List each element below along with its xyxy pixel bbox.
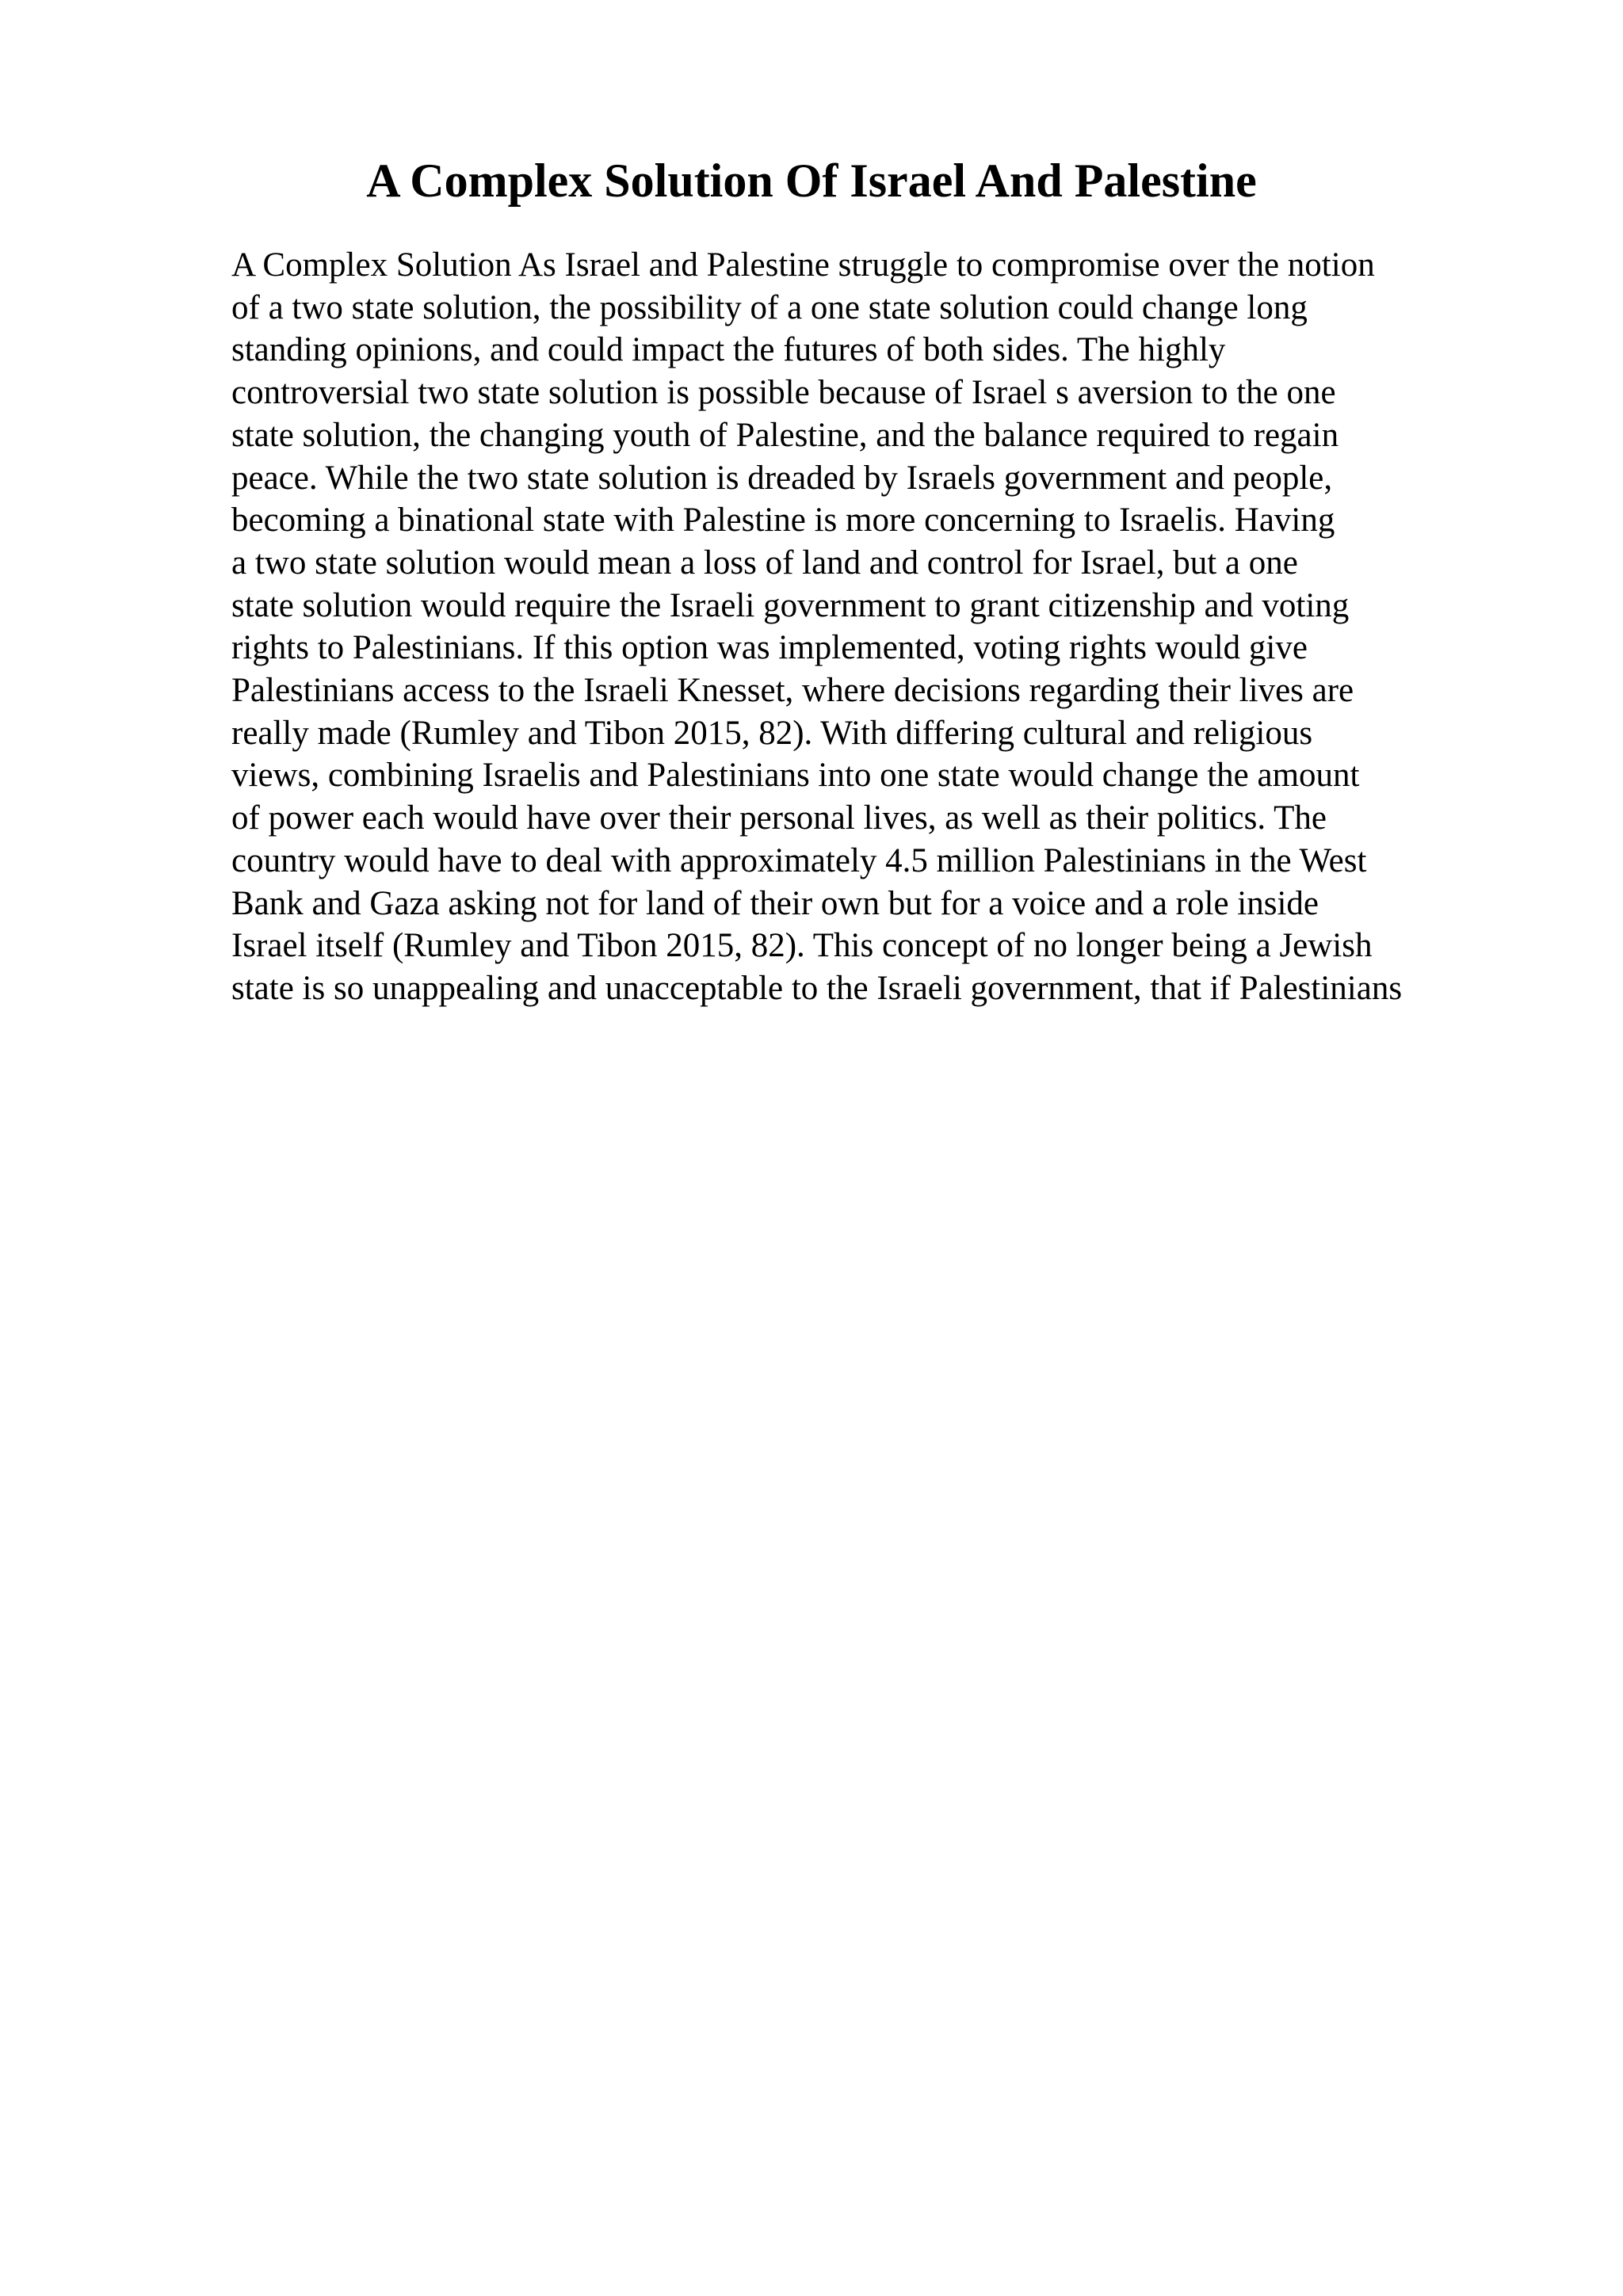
text-line: views, combining Israelis and Palestinians into one state would change the amount: [231, 757, 1360, 795]
text-line: of power each would have over their personal lives, as well as their politics. The: [231, 799, 1327, 837]
text-line: standing opinions, and could impact the futures of both sides. The highly: [231, 331, 1226, 369]
text-line: really made (Rumley and Tibon 2015, 82). With differing cultural and religious: [231, 714, 1313, 752]
text-line: controversial two state solution is possible because of Israel s aversion to the one: [231, 374, 1336, 412]
text-line: of a two state solution, the possibility of a one state solution could change long: [231, 288, 1308, 326]
text-line: becoming a binational state with Palestine is more concerning to Israelis. Having: [231, 502, 1335, 540]
text-line: state is so unappealing and unacceptable to the Israeli government, that if Palestinians: [231, 969, 1403, 1007]
text-line: a two state solution would mean a loss of land and control for Israel, but a one: [231, 543, 1298, 582]
text-line: country would have to deal with approximately 4.5 million Palestinians in the West: [231, 841, 1367, 879]
text-line: A Complex Solution As Israel and Palestine struggle to compromise over the notion: [231, 246, 1375, 284]
text-line: Bank and Gaza asking not for land of their own but for a voice and a role inside: [231, 884, 1319, 922]
document-title: A Complex Solution Of Israel And Palestine: [366, 154, 1257, 207]
text-line: Israel itself (Rumley and Tibon 2015, 82). This concept of no longer being a Jewish: [231, 927, 1373, 965]
text-line: state solution would require the Israeli government to grant citizenship and voting: [231, 586, 1350, 624]
text-line: state solution, the changing youth of Palestine, and the balance required to regain: [231, 416, 1339, 454]
text-line: Palestinians access to the Israeli Knesset, where decisions regarding their lives are: [231, 672, 1354, 710]
text-line: rights to Palestinians. If this option was implemented, voting rights would give: [231, 629, 1308, 667]
text-line: peace. While the two state solution is dreaded by Israels government and people,: [231, 459, 1333, 497]
body-paragraph: [231, 244, 1515, 1010]
